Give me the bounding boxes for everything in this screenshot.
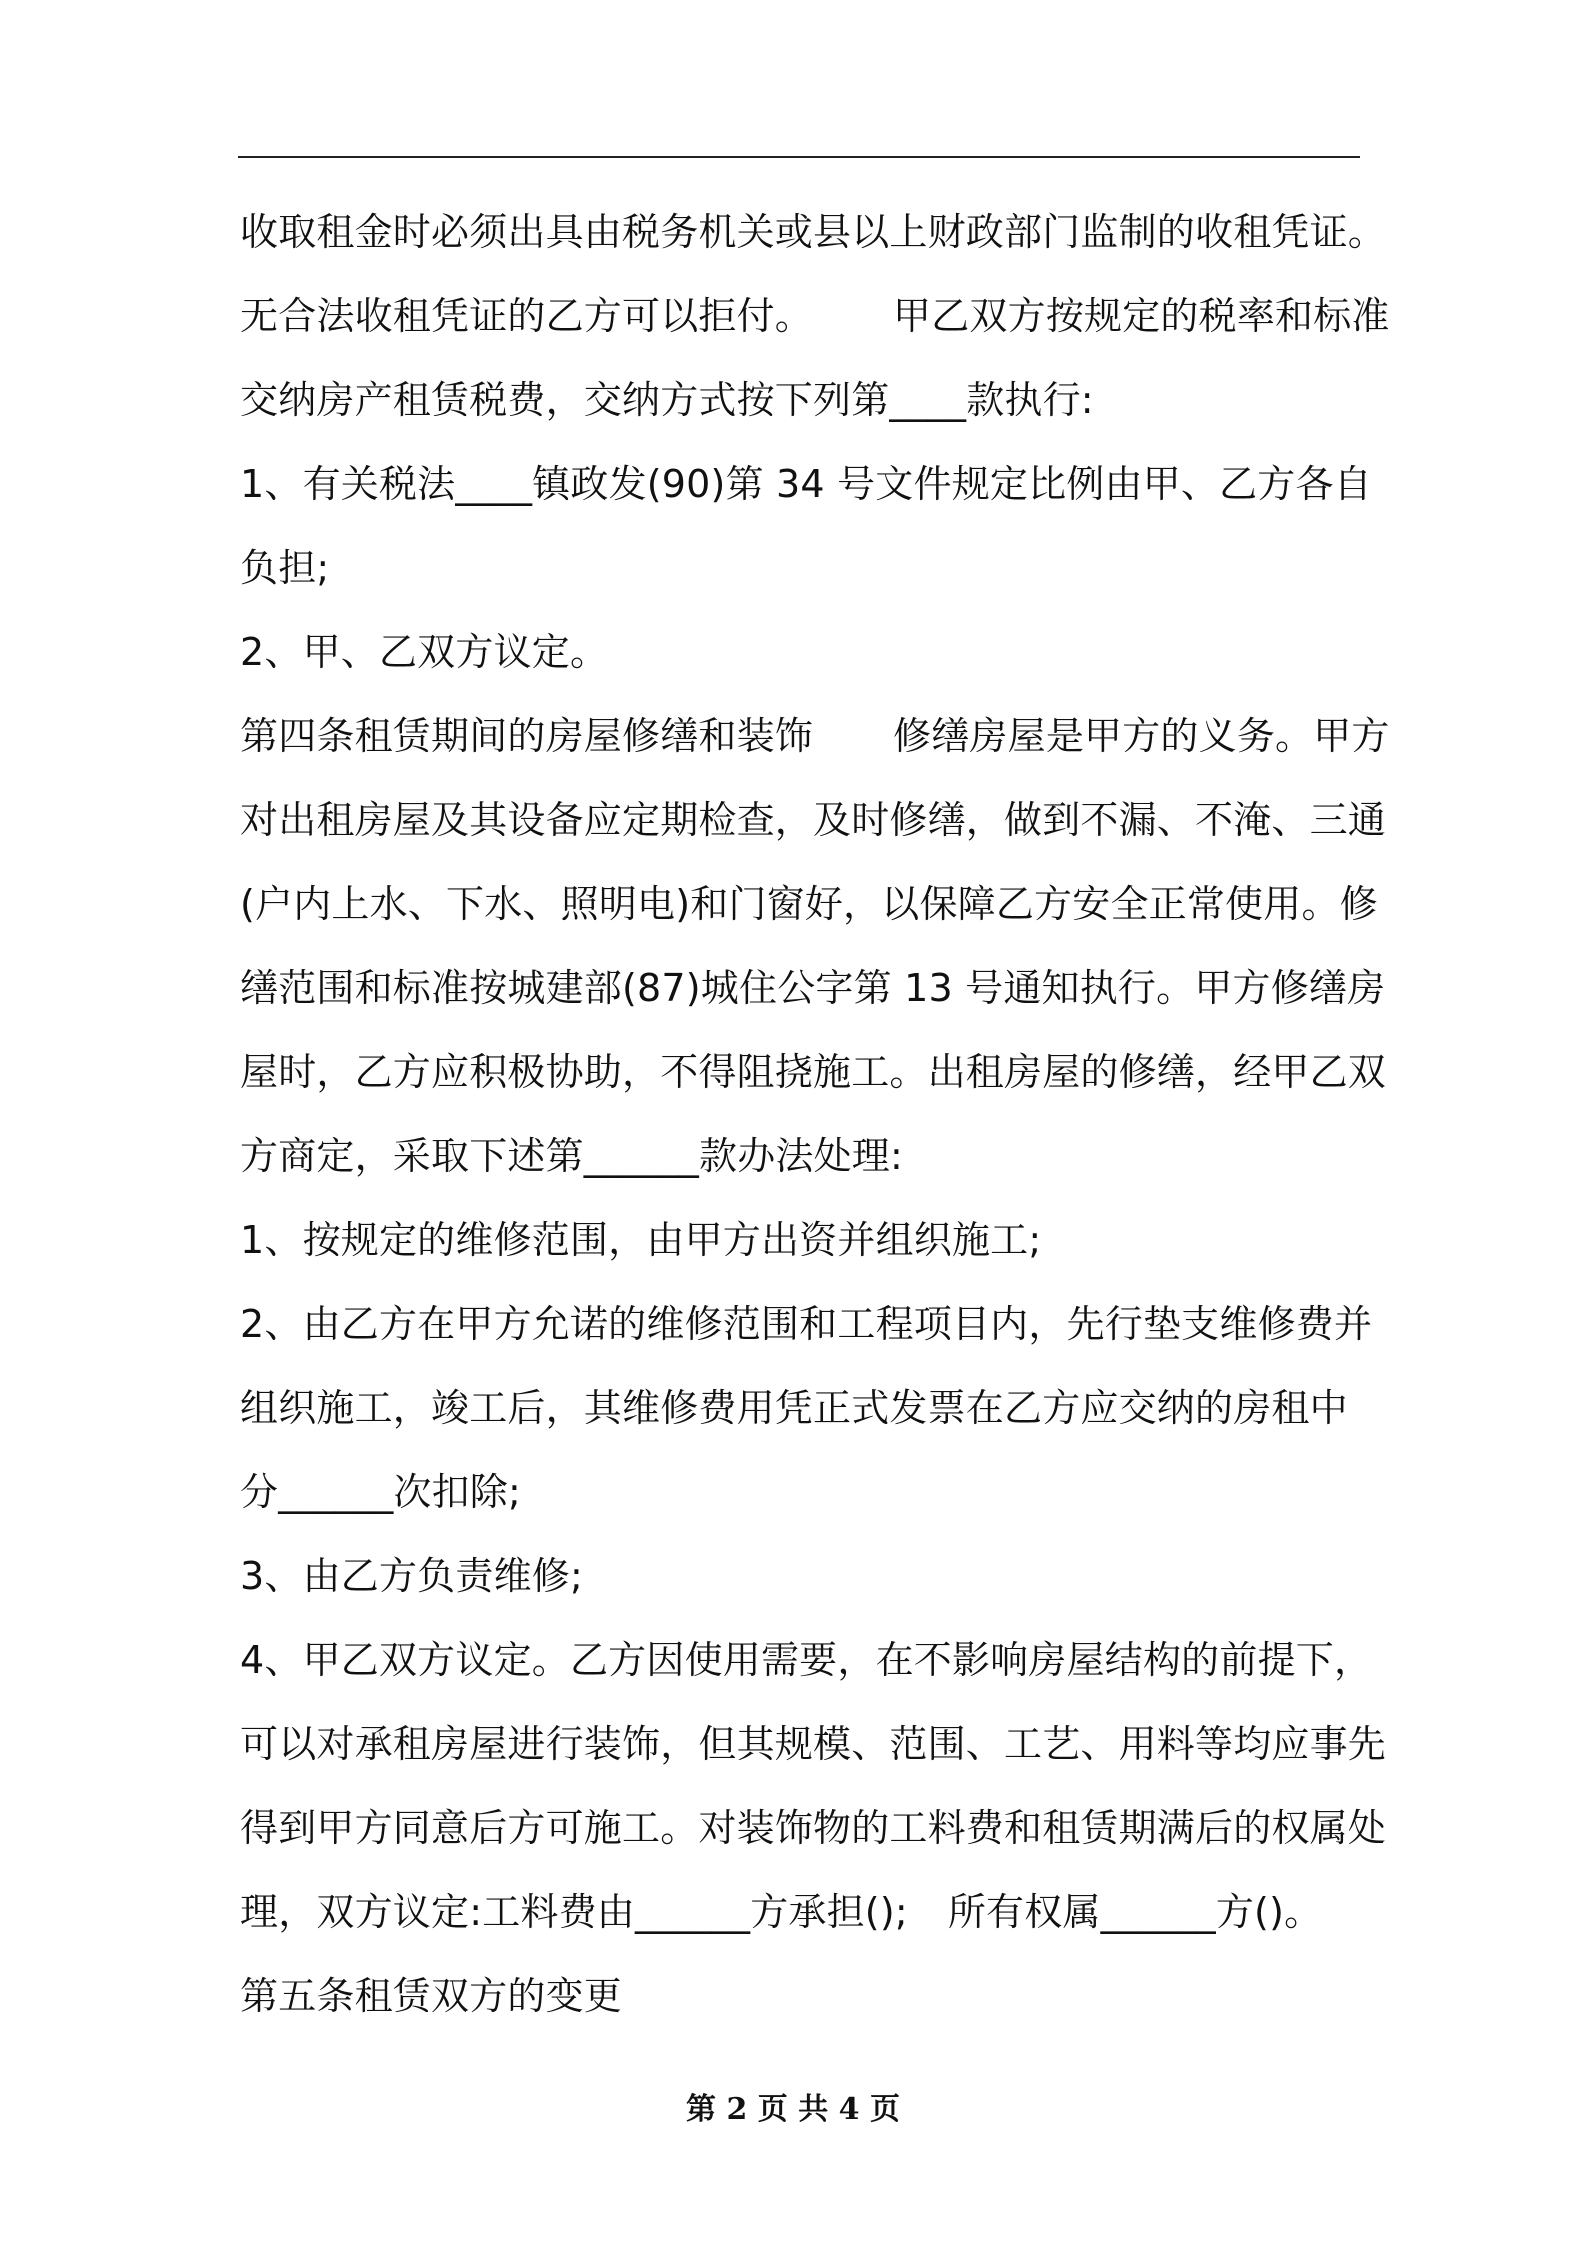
text-line: 负担; <box>240 546 330 590</box>
page-number: 第 2 页 共 4 页 <box>686 2092 900 2127</box>
text-line: 缮范围和标准按城建部(87)城住公字第 13 号通知执行。甲方修缮房 <box>240 966 1386 1010</box>
text-line: 可以对承租房屋进行装饰，但其规模、范围、工艺、用料等均应事先 <box>240 1722 1387 1766</box>
text-line: 3、由乙方负责维修; <box>240 1554 583 1598</box>
document-body <box>240 190 1390 2038</box>
text-line: 得到甲方同意后方可施工。对装饰物的工料费和租赁期满后的权属处 <box>240 1806 1387 1850</box>
text-segment: 所有权属______方()。 <box>947 1890 1323 1934</box>
text-line: 方商定，采取下述第______款办法处理: <box>240 1134 904 1178</box>
text-line: 分______次扣除; <box>240 1470 522 1514</box>
text-line <box>240 1870 1360 1954</box>
text-segment: 甲乙双方按规定的税率和标准 <box>893 294 1390 338</box>
text-line: 对出租房屋及其设备应定期检查，及时修缮，做到不漏、不淹、三通 <box>240 798 1387 842</box>
text-line: 2、由乙方在甲方允诺的维修范围和工程项目内，先行垫支维修费并 <box>240 1302 1373 1346</box>
text-line: 1、有关税法____镇政发(90)第 34 号文件规定比例由甲、乙方各自 <box>240 462 1372 506</box>
text-line: (户内上水、下水、照明电)和门窗好，以保障乙方安全正常使用。修 <box>240 882 1378 926</box>
text-line: 2、甲、乙双方议定。 <box>240 630 609 674</box>
text-line <box>240 274 1390 358</box>
text-segment: 修缮房屋是甲方的义务。甲方 <box>893 714 1390 758</box>
text-line: 收取租金时必须出具由税务机关或县以上财政部门监制的收租凭证。 <box>240 210 1387 254</box>
text-line: 4、甲乙双方议定。乙方因使用需要，在不影响房屋结构的前提下， <box>240 1638 1373 1682</box>
section-heading-line <box>240 694 1390 778</box>
text-line: 屋时，乙方应积极协助，不得阻挠施工。出租房屋的修缮，经甲乙双 <box>240 1050 1387 1094</box>
text-segment: 理，双方议定:工料费由______方承担(); <box>240 1890 908 1934</box>
section-heading: 第四条租赁期间的房屋修缮和装饰 <box>240 714 814 758</box>
section-heading: 第五条租赁双方的变更 <box>240 1974 623 2018</box>
text-line: 1、按规定的维修范围，由甲方出资并组织施工; <box>240 1218 1042 1262</box>
text-line: 交纳房产租赁税费，交纳方式按下列第____款执行: <box>240 378 1094 422</box>
header-rule <box>238 156 1360 158</box>
text-segment: 无合法收租凭证的乙方可以拒付。 <box>240 294 814 338</box>
text-line: 组织施工，竣工后，其维修费用凭正式发票在乙方应交纳的房租中 <box>240 1386 1348 1430</box>
